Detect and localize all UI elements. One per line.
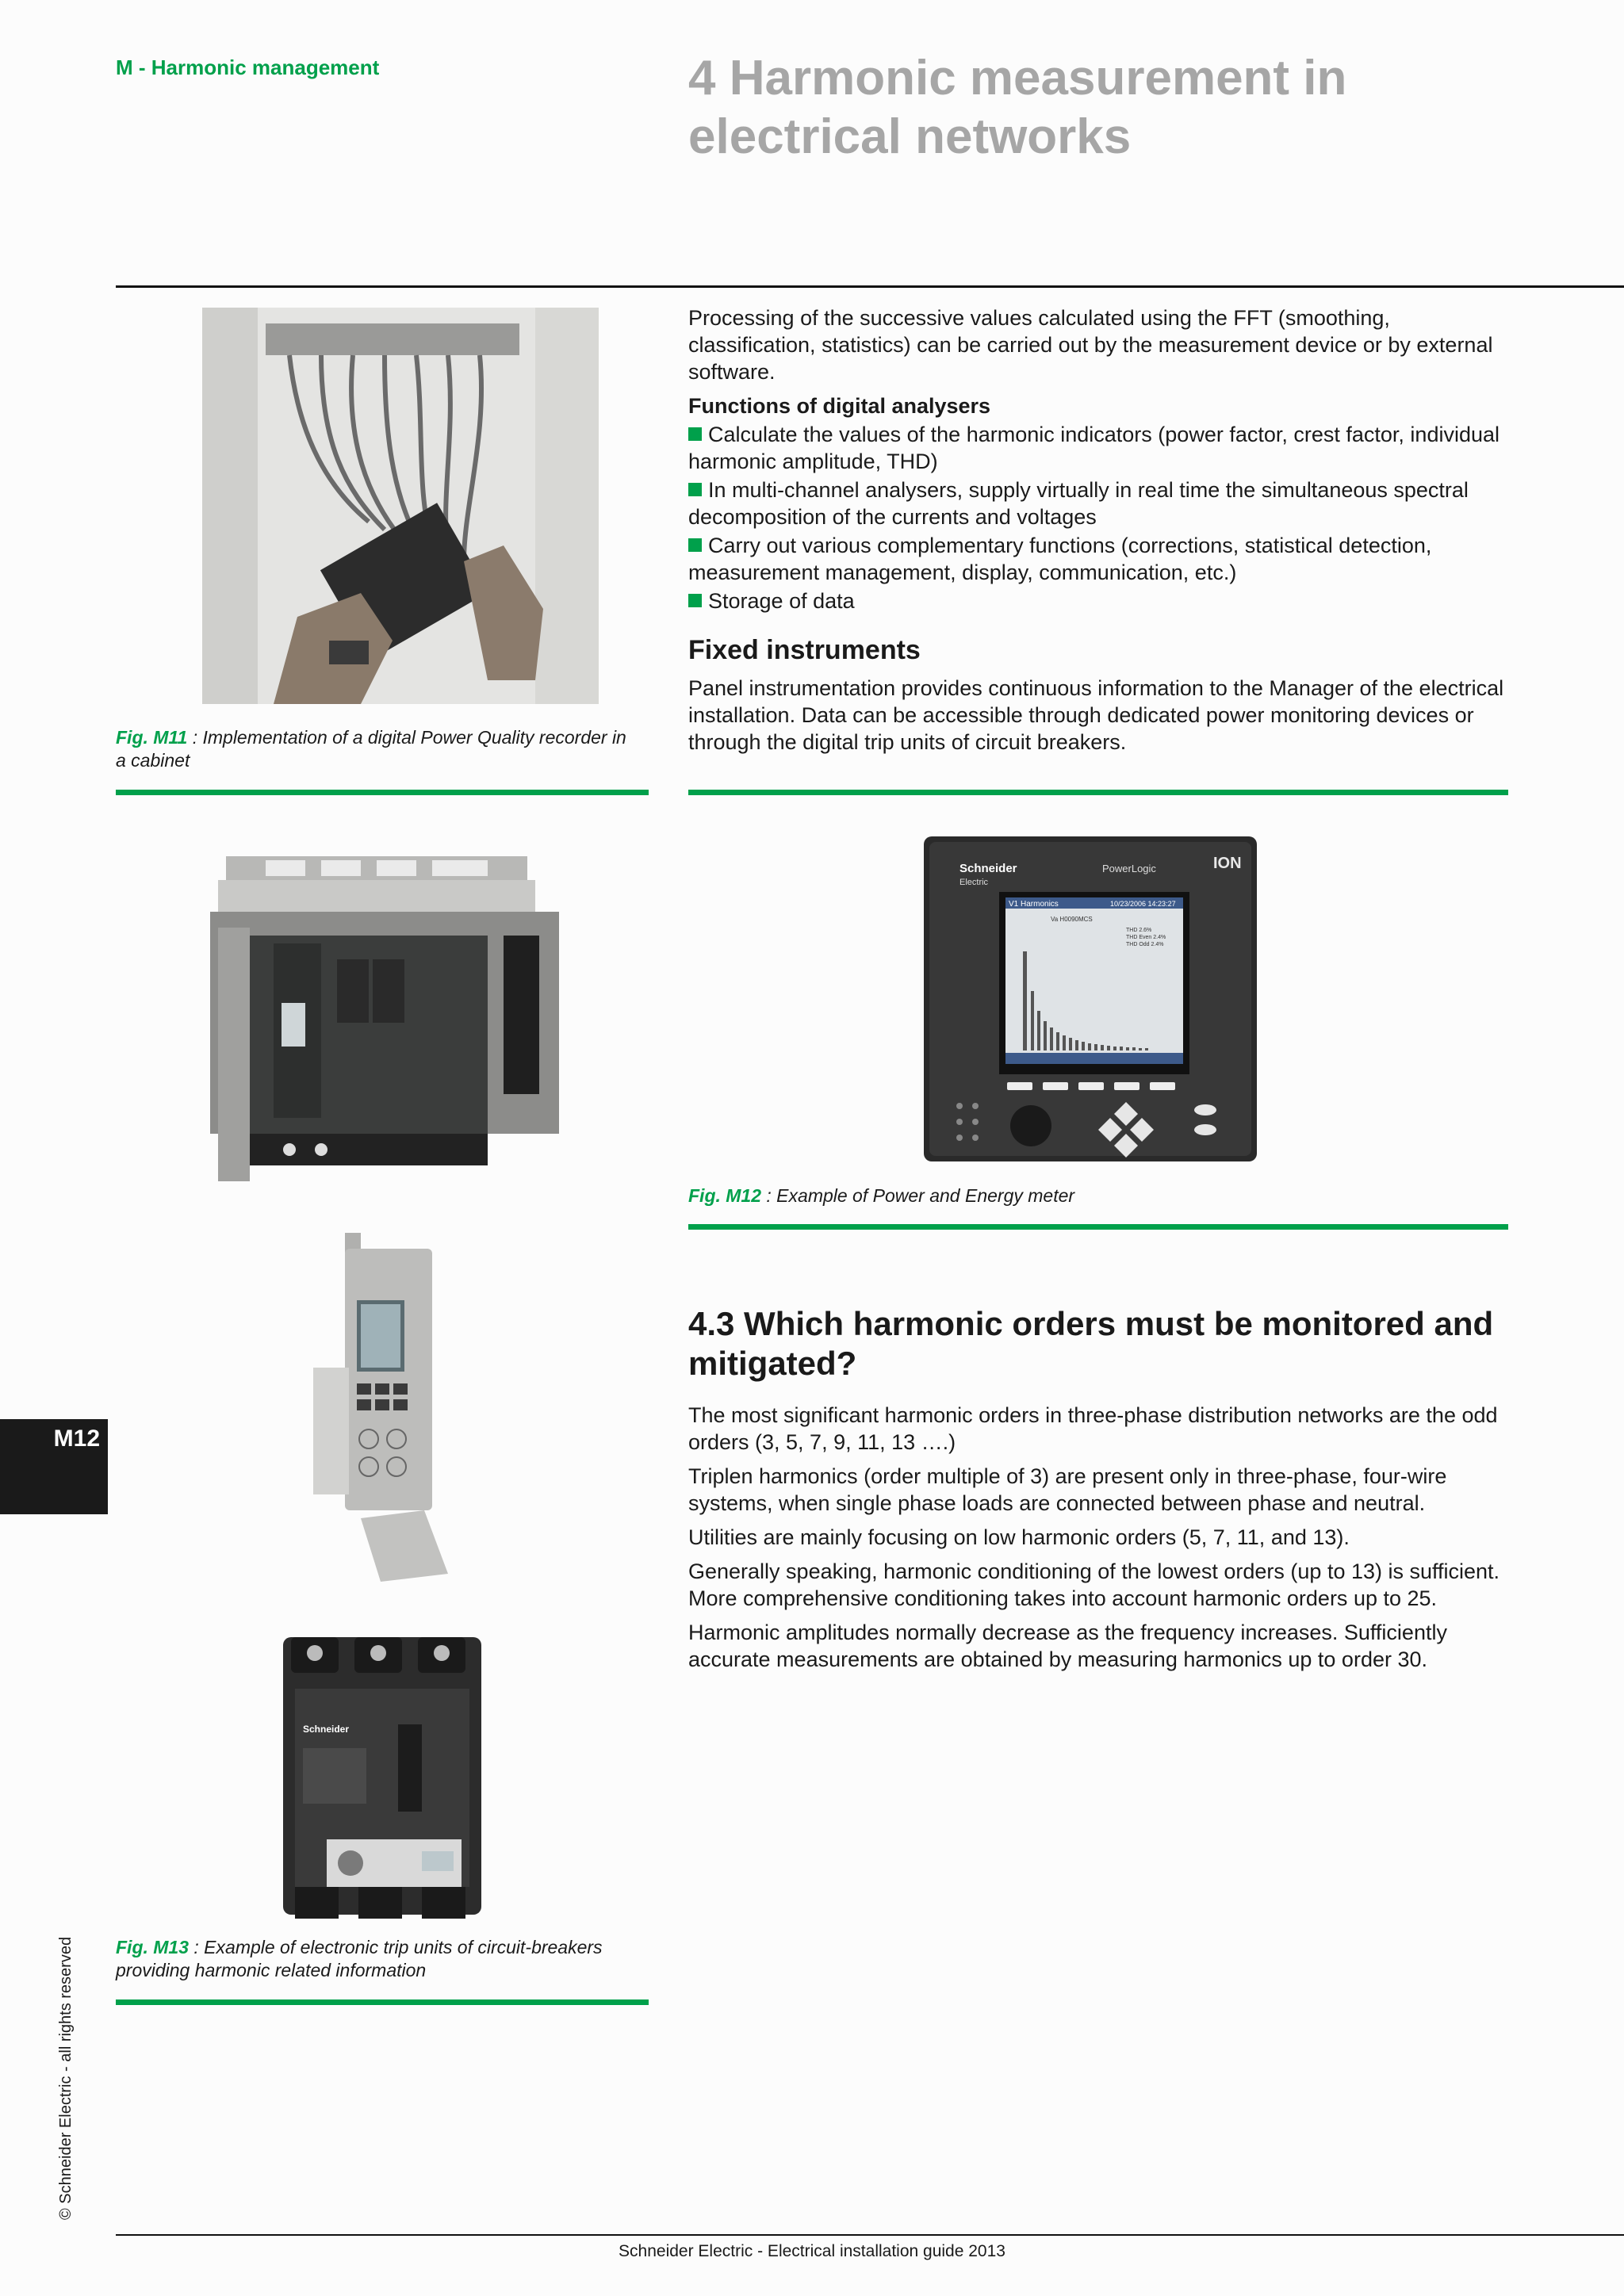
thd-line: THD Odd 2.4% xyxy=(1126,942,1164,947)
copyright-notice: © Schneider Electric - all rights reserved xyxy=(57,1936,75,2220)
section-4-3-paragraph: Triplen harmonics (order multiple of 3) are present only in three-phase, four-wire systems, when single phase loads are connected between phase and neutral. xyxy=(688,1464,1447,1515)
fig-m11-rule xyxy=(116,790,649,795)
section-4-3-paragraph: The most significant harmonic orders in three-phase distribution networks are the odd orders (3, 5, 7, 9, 11, 13 ….) xyxy=(688,1403,1498,1454)
fig-m11-text: : Implementation of a digital Power Quality recorder in a cabinet xyxy=(116,727,626,771)
fig-m13-rule xyxy=(116,1999,649,2005)
meter-logo: ION xyxy=(1213,855,1242,872)
fixed-instruments-paragraph: Panel instrumentation provides continuous information to the Manager of the electrical installation. Data can be accessible through dedicated power monitoring devices or through the digital trip units of circuit breakers. xyxy=(688,676,1504,754)
fig-m13-label: Fig. M13 xyxy=(116,1937,190,1957)
compact-breaker-photo xyxy=(279,1629,485,1923)
thd-line: THD Even 2.4% xyxy=(1126,935,1166,940)
fixed-instruments-heading: Fixed instruments xyxy=(688,635,921,665)
fig-m11-photo xyxy=(202,308,599,704)
meter-brand-sub: Electric xyxy=(959,878,989,887)
section-4-3-paragraph: Harmonic amplitudes normally decrease as the frequency increases. Sufficiently accurate measurements are obtained by measuring harmonics up to order 30. xyxy=(688,1621,1447,1671)
right-column xyxy=(688,304,1513,763)
footer-text: Schneider Electric - Electrical installation guide 2013 xyxy=(619,2242,1005,2260)
header-rule xyxy=(116,285,1624,288)
bullet-item: In multi-channel analysers, supply virtually in real time the simultaneous spectral decomposition of the currents and voltages xyxy=(688,478,1469,529)
intro-paragraph: Processing of the successive values calculated using the FFT (smoothing, classification, statistics) can be carried out by the measurement device or by external software. xyxy=(688,306,1493,384)
section-4-3-heading: 4.3 Which harmonic orders must be monitored and mitigated? xyxy=(688,1305,1494,1382)
bullet-square-icon xyxy=(688,483,702,496)
bullet-square-icon xyxy=(688,594,702,607)
fig-m13-caption xyxy=(116,1936,655,1982)
section-4-3-paragraph: Generally speaking, harmonic conditioning of the lowest orders (up to 13) is sufficient. More comprehensive conditioning takes into account harmonic orders up to 25. xyxy=(688,1559,1500,1610)
page-tab xyxy=(0,1419,108,1514)
thd-line: THD 2.6% xyxy=(1126,928,1152,933)
footer-rule xyxy=(116,2234,1624,2236)
meter-product: PowerLogic xyxy=(1102,863,1156,874)
page-number: M12 xyxy=(53,1425,100,1452)
bullet-square-icon xyxy=(688,427,702,441)
screen-title: V1 Harmonics xyxy=(1009,900,1059,909)
fig-m11-label: Fig. M11 xyxy=(116,727,188,748)
section-label: M - Harmonic management xyxy=(116,55,380,79)
bullet-square-icon xyxy=(688,538,702,552)
fig-m12-caption xyxy=(688,1184,1505,1207)
section-4-3-paragraph: Utilities are mainly focusing on low harmonic orders (5, 7, 11, and 13). xyxy=(688,1525,1350,1549)
screen-value: Va H0090MCS xyxy=(1051,916,1093,923)
chapter-title: 4 Harmonic measurement in electrical networks xyxy=(688,51,1347,164)
fig-m11-caption xyxy=(116,726,639,772)
functions-heading: Functions of digital analysers xyxy=(688,394,991,418)
trip-unit-photo xyxy=(305,1225,456,1590)
right-top-rule xyxy=(688,790,1508,795)
screen-datetime: 10/23/2006 14:23:27 xyxy=(1110,900,1176,908)
fig-m12-label: Fig. M12 xyxy=(688,1185,762,1206)
air-circuit-breaker-photo xyxy=(202,848,575,1189)
fig-m12-power-meter xyxy=(912,832,1269,1165)
meter-brand: Schneider xyxy=(959,862,1017,875)
fig-m13-text: : Example of electronic trip units of circuit-breakers providing harmonic related information xyxy=(116,1937,603,1980)
fig-m12-rule xyxy=(688,1224,1508,1230)
fig-m12-text: : Example of Power and Energy meter xyxy=(761,1185,1075,1206)
bullet-item: Carry out various complementary functions (corrections, statistical detection, measurement management, display, communication, etc.) xyxy=(688,534,1432,584)
section-4-3-body xyxy=(688,1402,1513,1680)
bullet-item: Calculate the values of the harmonic indicators (power factor, crest factor, individual harmonic amplitude, THD) xyxy=(688,423,1500,473)
breaker-brand: Schneider xyxy=(303,1724,350,1735)
bullet-item: Storage of data xyxy=(688,587,1513,614)
